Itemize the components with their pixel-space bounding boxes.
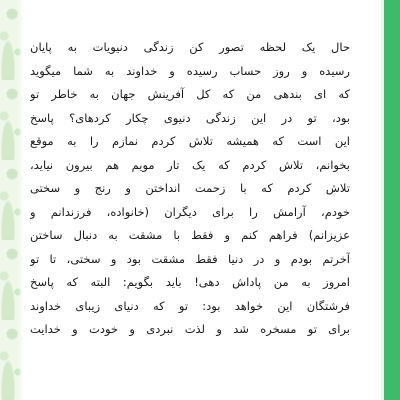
text-line: فرشتگان این خواهد بود: تو که دنیای زیبای خداوند [30,298,350,313]
body-text [30,36,350,342]
text-line: عزیزانم) فراهم کنم و فقط با مشقت به دنبال ساختن [30,228,350,242]
text-line: آخرتم بودم و در دنیا فقط مشقت بود و سختی، تا تو [30,251,350,266]
text-line: تلاش کردم که با زحمت انداختن و رنج و سختی [30,181,350,195]
text-line: این است که همیشه تلاش کردم نمازم را به موقع [30,134,350,148]
text-line: حال یک لحظه تصور کن زندگی دنیویات به پایان [30,40,350,54]
text-line: خودم، آرامش را برای دیگران (خانواده، فرزندانم و [30,204,350,219]
text-line: که ای بندهی من که کل آفرینش جهان به خاطر تو [30,87,350,101]
text-line: بود، تو در این زندگی دنیوی چکار کردهای؟ پاسخ [30,110,350,125]
text-line: رسیده و روز حساب رسیده و خداوند به شما میگوید [30,63,350,78]
text-line: بخوانم، تلاش کردم که یک تار مویم هم بیرون نیاید، [30,157,350,172]
text-line: برای تو مسخره شد و لذت نبردی و خودت و خدایت [30,322,350,336]
floral-border-decoration [0,0,24,400]
text-line: امروز به من پاداش دهی! باید بگویم: البته که پاسخ [30,275,350,289]
accent-bar [384,0,400,400]
